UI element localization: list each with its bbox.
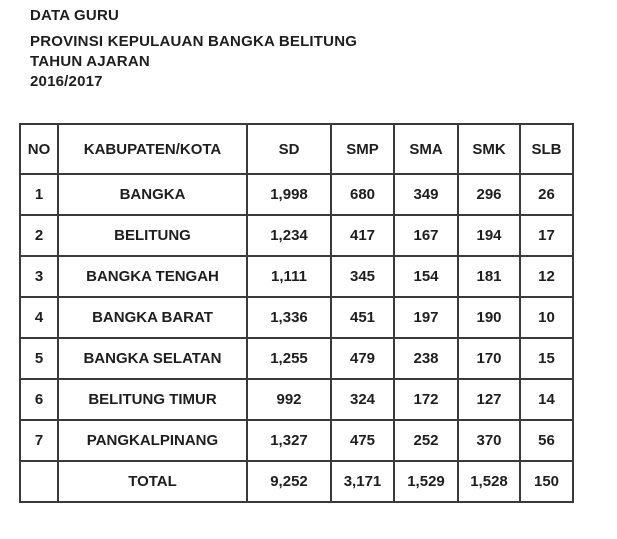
column-header-no: NO: [20, 124, 58, 174]
smp-count: 324: [331, 379, 394, 420]
table-row: [20, 379, 573, 420]
kabupaten-name: BELITUNG: [58, 215, 247, 256]
sd-count: 992: [247, 379, 331, 420]
slb-count: 17: [520, 215, 573, 256]
smp-count: 451: [331, 297, 394, 338]
slb-count: 14: [520, 379, 573, 420]
total-sma: 1,529: [394, 461, 458, 502]
row-number: 7: [20, 420, 58, 461]
column-header-sd: SD: [247, 124, 331, 174]
total-label: TOTAL: [58, 461, 247, 502]
sd-count: 1,111: [247, 256, 331, 297]
column-header-slb: SLB: [520, 124, 573, 174]
sma-count: 167: [394, 215, 458, 256]
column-header-kabupaten: KABUPATEN/KOTA: [58, 124, 247, 174]
table-row: [20, 297, 573, 338]
teacher-data-table: [19, 123, 574, 503]
sma-count: 154: [394, 256, 458, 297]
table-row: [20, 256, 573, 297]
row-number: 5: [20, 338, 58, 379]
sd-count: 1,255: [247, 338, 331, 379]
column-header-smk: SMK: [458, 124, 520, 174]
title-block: [30, 6, 357, 92]
table-total-row: [20, 461, 573, 502]
smp-count: 417: [331, 215, 394, 256]
table-header-row: [20, 124, 573, 174]
kabupaten-name: BANGKA: [58, 174, 247, 215]
sma-count: 252: [394, 420, 458, 461]
slb-count: 12: [520, 256, 573, 297]
sd-count: 1,336: [247, 297, 331, 338]
sd-count: 1,234: [247, 215, 331, 256]
sma-count: 197: [394, 297, 458, 338]
table-row: [20, 338, 573, 379]
slb-count: 15: [520, 338, 573, 379]
total-sd: 9,252: [247, 461, 331, 502]
sma-count: 349: [394, 174, 458, 215]
table-row: [20, 174, 573, 215]
page-title: DATA GURU: [30, 7, 120, 24]
table-row: [20, 420, 573, 461]
kabupaten-name: BANGKA BARAT: [58, 297, 247, 338]
row-number: 2: [20, 215, 58, 256]
smp-count: 345: [331, 256, 394, 297]
slb-count: 56: [520, 420, 573, 461]
row-number: 6: [20, 379, 58, 420]
total-slb: 150: [520, 461, 573, 502]
smp-count: 680: [331, 174, 394, 215]
table: [19, 123, 574, 503]
total-smk: 1,528: [458, 461, 520, 502]
sma-count: 172: [394, 379, 458, 420]
row-number: 4: [20, 297, 58, 338]
row-number: 1: [20, 174, 58, 215]
smk-count: 170: [458, 338, 520, 379]
slb-count: 26: [520, 174, 573, 215]
row-number: 3: [20, 256, 58, 297]
kabupaten-name: BELITUNG TIMUR: [58, 379, 247, 420]
school-year-value: 2016/2017: [30, 73, 103, 90]
table-row: [20, 215, 573, 256]
kabupaten-name: PANGKALPINANG: [58, 420, 247, 461]
sd-count: 1,327: [247, 420, 331, 461]
slb-count: 10: [520, 297, 573, 338]
column-header-sma: SMA: [394, 124, 458, 174]
page-subtitle-province: PROVINSI KEPULAUAN BANGKA BELITUNG: [30, 33, 358, 50]
total-smp: 3,171: [331, 461, 394, 502]
column-header-smp: SMP: [331, 124, 394, 174]
smp-count: 479: [331, 338, 394, 379]
kabupaten-name: BANGKA TENGAH: [58, 256, 247, 297]
smk-count: 127: [458, 379, 520, 420]
smk-count: 370: [458, 420, 520, 461]
smk-count: 194: [458, 215, 520, 256]
total-empty-cell: [20, 461, 58, 502]
kabupaten-name: BANGKA SELATAN: [58, 338, 247, 379]
sd-count: 1,998: [247, 174, 331, 215]
sma-count: 238: [394, 338, 458, 379]
smp-count: 475: [331, 420, 394, 461]
smk-count: 296: [458, 174, 520, 215]
smk-count: 181: [458, 256, 520, 297]
smk-count: 190: [458, 297, 520, 338]
school-year-label: TAHUN AJARAN: [30, 53, 150, 70]
